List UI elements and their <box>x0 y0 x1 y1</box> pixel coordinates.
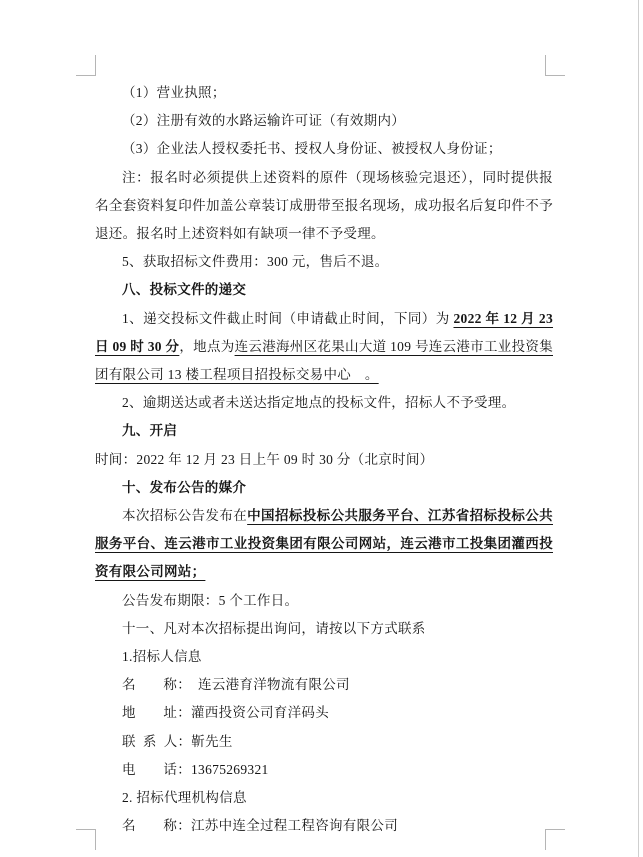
page-right-edge <box>638 0 639 857</box>
submission-deadline-paragraph <box>95 305 553 390</box>
tenderer-info-heading <box>95 643 553 671</box>
document-body <box>95 79 553 840</box>
crop-mark-top-right-icon <box>545 55 565 76</box>
crop-mark-bottom-left-icon <box>76 829 96 850</box>
tenderer-info-heading-run: 1.招标人信息 <box>122 649 202 665</box>
list-item-3-run: （3）企业法人授权委托书、授权人身份证、被授权人身份证； <box>122 141 502 157</box>
submission-deadline-paragraph-run: ，地点为 <box>179 338 235 354</box>
late-submission-paragraph <box>95 389 553 417</box>
announcement-media-paragraph <box>95 502 553 587</box>
submission-deadline-paragraph-run: 1、递交投标文件截止时间（申请截止时间，下同）为 <box>122 310 454 326</box>
agency-info-heading <box>95 784 553 812</box>
list-item-2-run: （2）注册有效的水路运输许可证（有效期内） <box>122 113 406 129</box>
list-item-5-run: 5、获取招标文件费用：300 元，售后不退。 <box>122 254 389 270</box>
agency-info-heading-run: 2. 招标代理机构信息 <box>122 790 247 806</box>
list-item-1 <box>95 79 553 107</box>
announcement-period-line-run: 公告发布期限：5 个工作日。 <box>122 592 299 608</box>
tenderer-address-line <box>95 699 553 727</box>
section-8-heading <box>95 276 553 304</box>
list-item-1-run: （1）营业执照； <box>122 85 226 100</box>
section-10-heading-run: 十、发布公告的媒介 <box>122 479 247 495</box>
crop-mark-top-left-icon <box>76 55 96 76</box>
tenderer-phone-line-run: 电 话：13675269321 <box>122 761 269 777</box>
list-item-3 <box>95 135 553 163</box>
tenderer-name-line <box>95 671 553 699</box>
list-item-5 <box>95 248 553 276</box>
note-paragraph-run: 注：报名时必须提供上述资料的原件（现场核验完退还），同时提供报名全套资料复印件加盖公章装订成册带至报名现场，成功报名后复印件不予退还。报名时上述资料如有缺项一律不予受理。 <box>95 169 553 242</box>
tenderer-phone-line <box>95 756 553 784</box>
late-submission-paragraph-run: 2、逾期送达或者未送达指定地点的投标文件，招标人不予受理。 <box>122 395 516 411</box>
opening-time-line <box>95 446 553 474</box>
tenderer-contact-line-run: 联 系 人：靳先生 <box>122 733 233 749</box>
agency-name-line-run: 名 称：江苏中连全过程工程咨询有限公司 <box>122 818 398 834</box>
announcement-media-paragraph-run: 中国招标投标公共服务平台、江苏省招标投标公共服务平台、连云港市工业投资集团有限公司网站，连云港市工投集团灌西投资有限公司网站； <box>95 508 553 580</box>
tenderer-contact-line <box>95 728 553 756</box>
agency-name-line <box>95 812 553 840</box>
note-paragraph <box>95 164 553 249</box>
section-9-heading <box>95 417 553 445</box>
section-11-heading-run: 十一、凡对本次招标提出询问，请按以下方式联系 <box>122 620 426 636</box>
section-11-heading <box>95 615 553 643</box>
section-8-heading-run: 八、投标文件的递交 <box>122 282 247 298</box>
tenderer-name-line-run: 名 称： 连云港育洋物流有限公司 <box>122 677 350 693</box>
announcement-media-paragraph-run: 本次招标公告发布在 <box>122 508 248 524</box>
submission-deadline-paragraph-run: 连云港海州区花果山大道 109 号连云港市工业投资集团有限公司 13 楼工程项目招投标交易中心 。 <box>95 338 553 383</box>
submission-deadline-paragraph-run: 2022 年 12 月 23 日 09 时 30 分 <box>95 310 554 354</box>
announcement-period-line <box>95 587 553 615</box>
section-9-heading-run: 九、开启 <box>122 423 178 439</box>
list-item-2 <box>95 107 553 135</box>
tenderer-address-line-run: 地 址：灌西投资公司育洋码头 <box>122 705 329 721</box>
section-10-heading <box>95 474 553 502</box>
opening-time-line-run: 时间：2022 年 12 月 23 日上午 09 时 30 分（北京时间） <box>95 451 434 467</box>
